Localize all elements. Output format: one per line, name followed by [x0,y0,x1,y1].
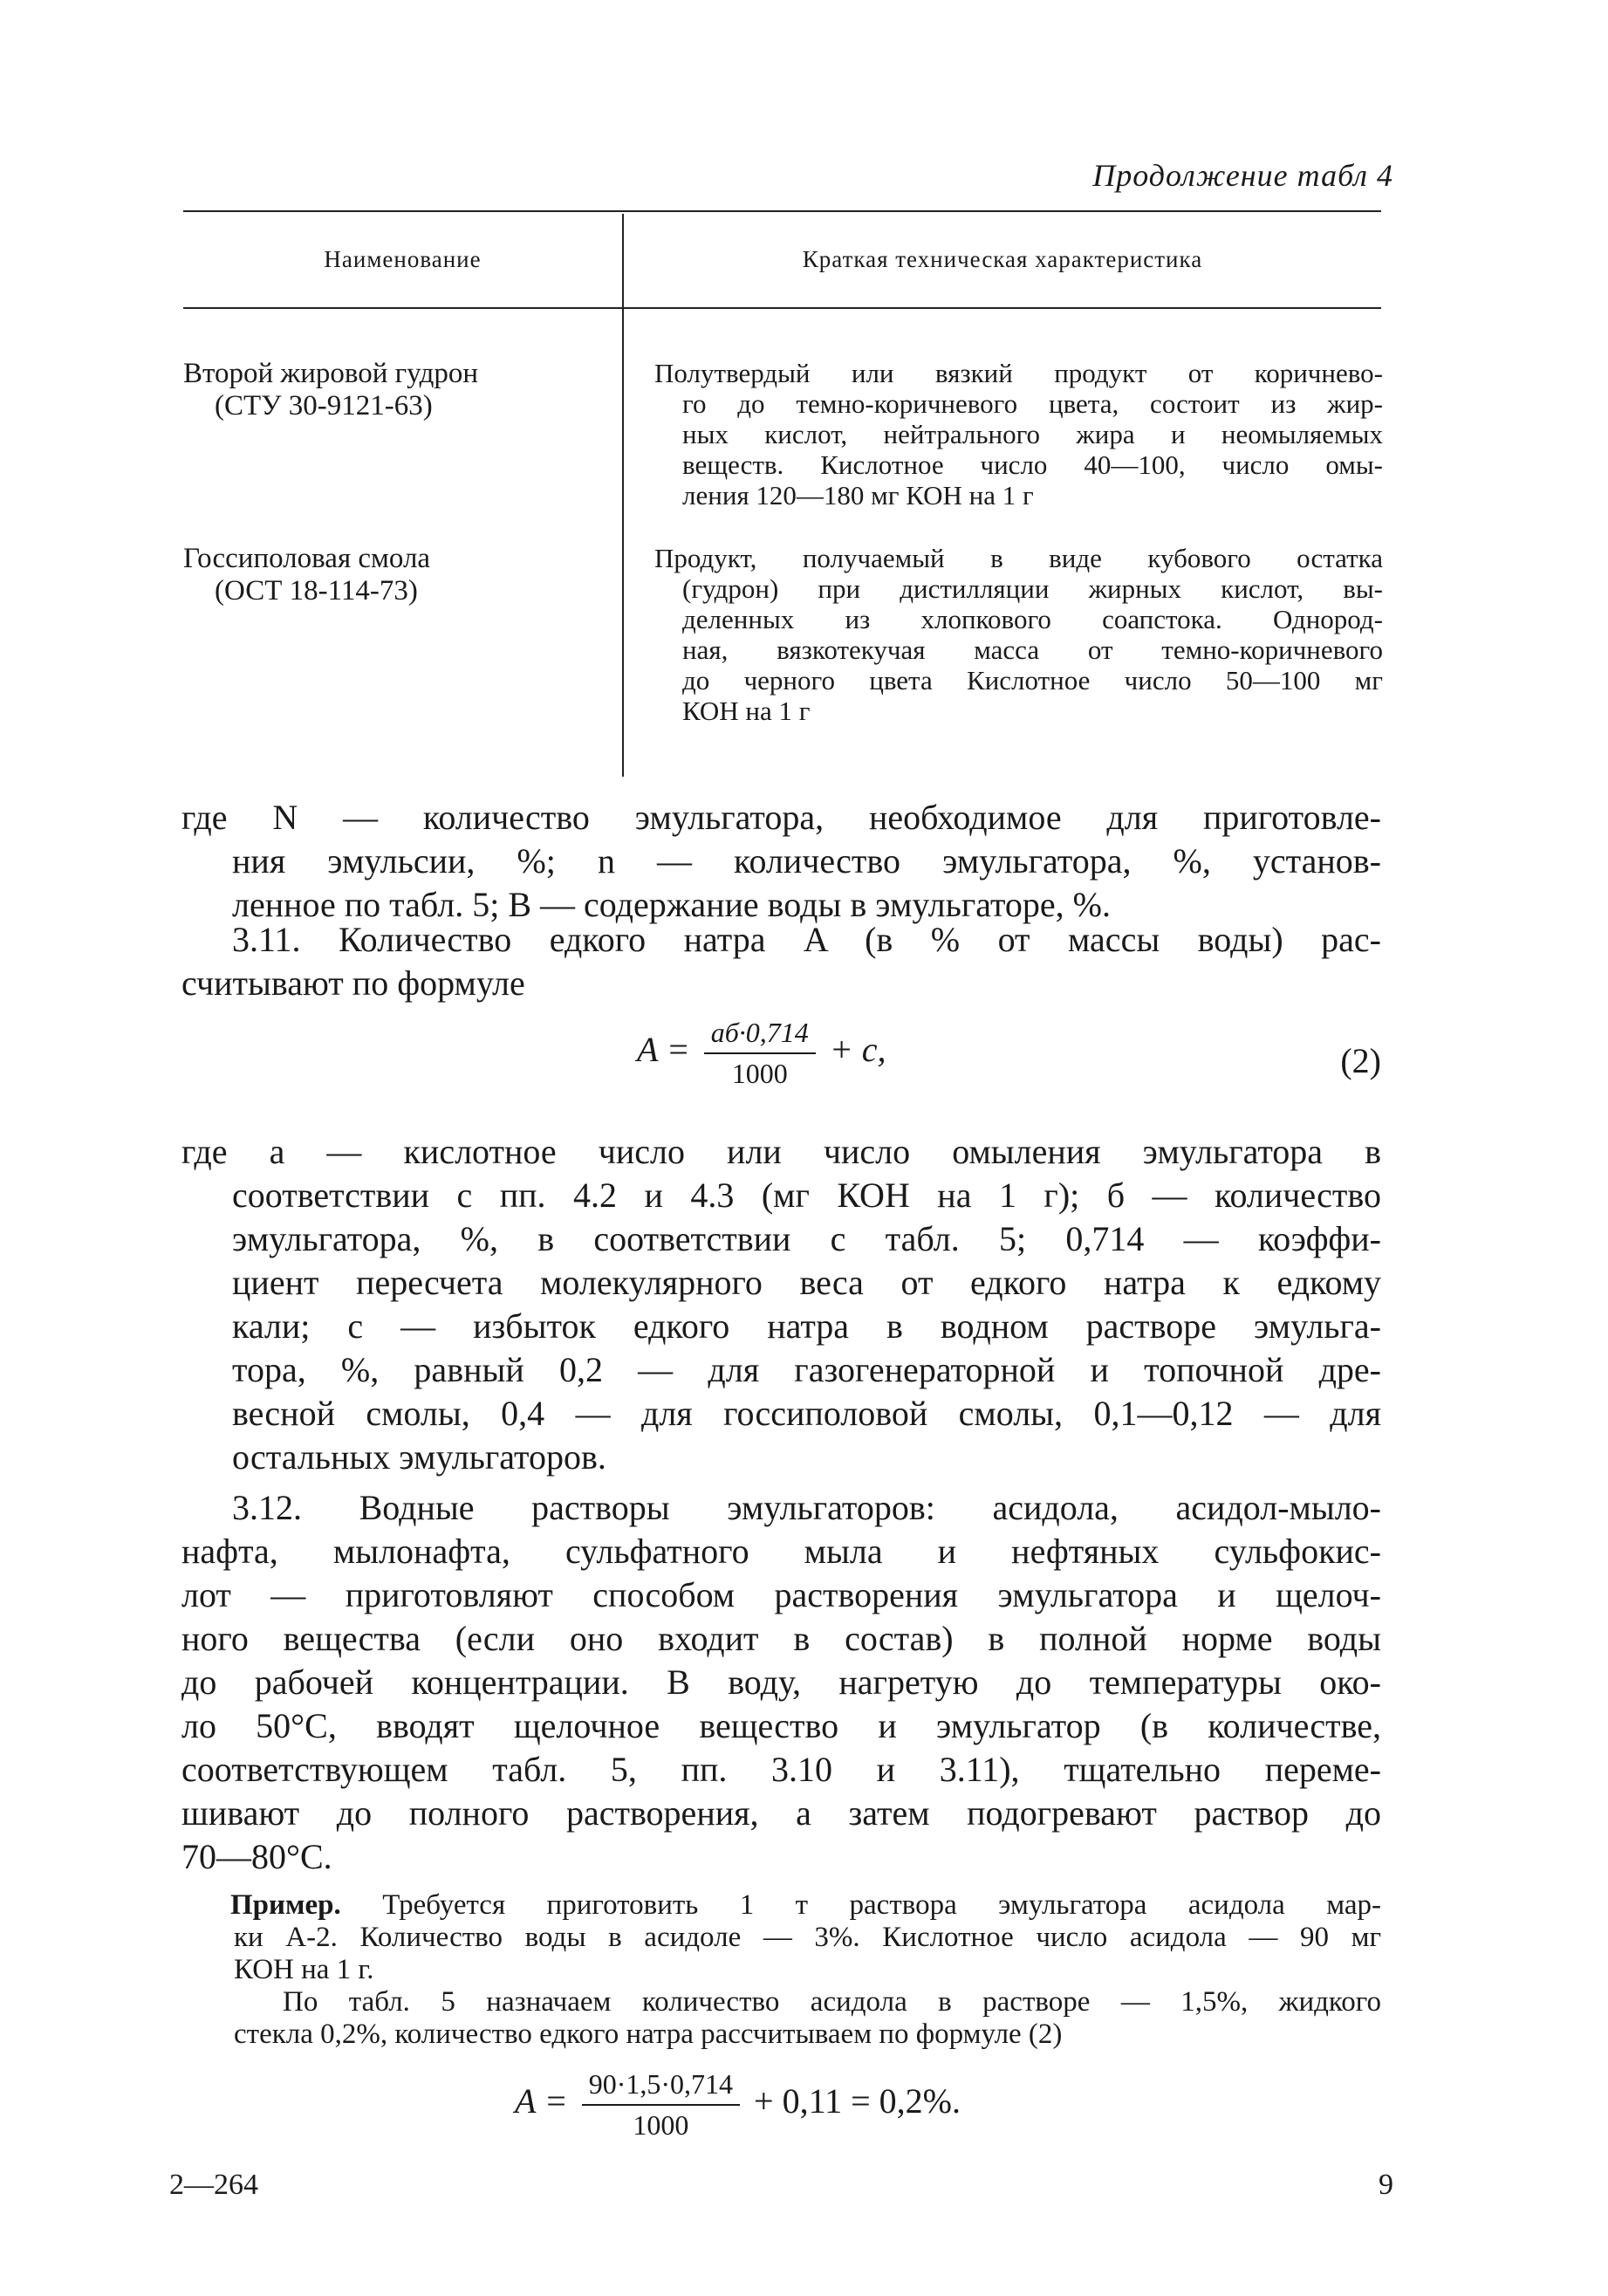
formula-2 [637,1017,886,1090]
formula-example-lhs: A = [515,2081,568,2121]
paragraph-definitions-n: где N — количество эмульгатора, необходимое для приготовле- ния эмульсии, %; n — количество эмульгатора, %, установ- ленное по табл. 5; B — содержание воды в эмульгаторе, %. [181,798,1381,924]
formula-2-fraction [704,1017,816,1090]
table-row-2-name: Госсиполовая смола (ОСТ 18-114-73) [183,543,431,607]
table-row-1-description: Полутвердый или вязкий продукт от коричнево- го до темно-коричневого цвета, состоит из жир- ных кислот, нейтрального жира и неомыляемых веществ. Кислотное число 40—100, число омы- ления 120—180 мг КОН на 1 г [654,358,1383,511]
page-number: 9 [1379,2169,1393,2201]
formula-2-rest: + c, [829,1030,886,1070]
formula-example-denominator: 1000 [633,2109,689,2141]
example-block: Пример. Требуется приготовить 1 т раствора эмульгатора асидола мар- ки А-2. Количество воды в асидоле — 3%. Кислотное число асидола — 90 мг КОН на 1 г. По табл. 5 назначаем количество асидола в растворе — 1,5%, жидкого стекла 0,2%, количество едкого натра рассчитываем по формуле (2) [234,1889,1381,2051]
formula-2-denominator: 1000 [731,1058,788,1089]
paragraph-definitions-a: где a — кислотное число или число омыления эмульгатора в соответствии с пп. 4.2 и 4.3 (мг КОН на 1 г); б — количество эмульгатора, %, в соответствии с табл. 5; 0,714 — коэффи- циент пересчета молекулярного веса от едкого натра к едкому кали; c — избыток едкого натра в водном растворе эмульга- тора, %, равный 0,2 — для газогенераторной и топочной дре- весной смолы, 0,4 — для госсиполовой смолы, 0,1—0,12 — для остальных эмульгаторов. [181,1132,1381,1477]
table-header-rule [183,307,1381,309]
column-header-name: Наименование [324,246,482,272]
column-header-description: Краткая техническая характеристика [802,246,1203,272]
signature-mark: 2—264 [169,2169,258,2201]
table-row-2-description: Продукт, получаемый в виде кубового остатка (гудрон) при дистилляции жирных кислот, вы- деленных из хлопкового соапстока. Однород- ная, вязкотекучая масса от темно-коричневого до черного цвета Кислотное число 50—100 мг КОН на 1 г [654,543,1383,726]
formula-2-numerator: аб·0,714 [704,1017,816,1054]
paragraph-3-12: 3.12. Водные растворы эмульгаторов: асидола, асидол-мыло- нафта, мылонафта, сульфатного мыла и нефтяных сульфокис- лот — приготовляют способом растворения эмульгатора и щелоч- ного вещества (если оно входит в состав) в полной норме воды до рабочей концентрации. В воду, нагретую до температуры око- ло 50°C, вводят щелочное вещество и эмульгатор (в количестве, соответствующем табл. 5, пп. 3.10 и 3.11), тщательно переме- шивают до полного растворения, а затем подогревают раствор до 70—80°C. [181,1488,1381,1876]
equation-number: (2) [1340,1041,1381,1080]
table-row-1-name: Второй жировой гудрон (СТУ 30-9121-63) [183,358,479,422]
paragraph-3-11: 3.11. Количество едкого натра A (в % от массы воды) рас- считывают по формуле [181,920,1381,1003]
formula-example-fraction [582,2068,740,2142]
table-top-rule [183,210,1381,212]
formula-example-numerator: 90·1,5·0,714 [582,2068,740,2106]
example-label: Пример. [230,1889,341,1921]
example-line-1: Пример. Требуется приготовить 1 т раствора эмульгатора асидола мар- [230,1889,1381,1921]
formula-example-rest: + 0,11 = 0,2%. [754,2081,961,2121]
formula-example [515,2068,961,2142]
formula-2-lhs: A = [637,1030,690,1070]
table-continuation-label: Продолжение табл 4 [1092,158,1393,193]
table-column-divider [622,214,624,777]
